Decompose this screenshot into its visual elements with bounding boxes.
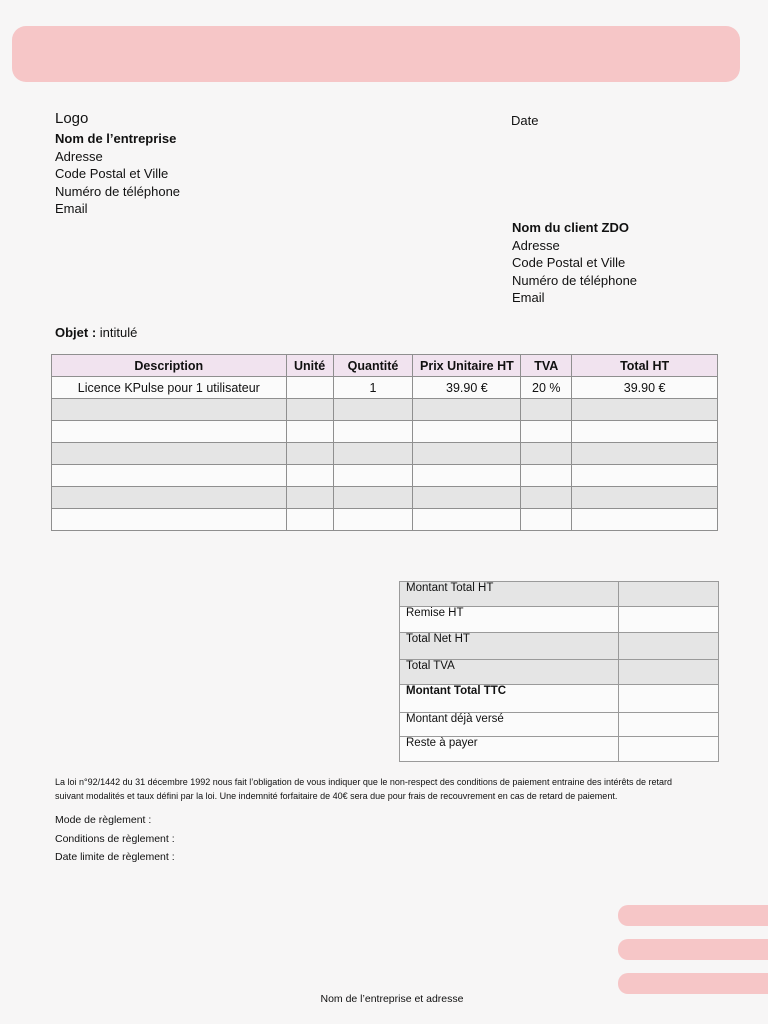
totals-value[interactable] <box>619 737 719 762</box>
payment-conditions: Conditions de règlement : <box>55 832 175 845</box>
cell-description[interactable] <box>52 421 287 443</box>
totals-value[interactable] <box>619 633 719 660</box>
totals-row-paid <box>400 713 719 737</box>
date-label: Date <box>511 113 539 128</box>
cell-total[interactable] <box>572 421 718 443</box>
cell-unit[interactable] <box>286 465 333 487</box>
cell-description[interactable] <box>52 509 287 531</box>
totals-value[interactable] <box>619 582 719 607</box>
company-email: Email <box>55 201 88 217</box>
company-name: Nom de l’entreprise <box>55 131 177 146</box>
totals-label: Montant Total HT <box>400 582 619 607</box>
cell-vat[interactable] <box>521 443 572 465</box>
payment-mode: Mode de règlement : <box>55 814 152 826</box>
table-row <box>52 377 718 399</box>
items-header-row <box>52 355 718 377</box>
cell-quantity[interactable]: 1 <box>333 377 413 399</box>
totals-row-discount <box>400 607 719 633</box>
items-table <box>51 354 718 531</box>
company-phone: Numéro de téléphone <box>55 183 181 199</box>
totals-value[interactable] <box>619 713 719 737</box>
cell-unit-price[interactable] <box>413 443 521 465</box>
totals-value[interactable] <box>619 660 719 685</box>
header-quantity: Quantité <box>333 355 413 377</box>
cell-unit[interactable] <box>286 443 333 465</box>
header-unit-price: Prix Unitaire HT <box>413 355 521 377</box>
client-postal-city: Code Postal et Ville <box>512 255 626 271</box>
cell-unit[interactable] <box>286 377 333 399</box>
cell-vat[interactable] <box>521 421 572 443</box>
cell-unit-price[interactable] <box>413 421 521 443</box>
totals-value[interactable] <box>619 685 719 713</box>
cell-vat[interactable] <box>521 509 572 531</box>
company-block <box>55 130 180 218</box>
cell-description[interactable] <box>52 465 287 487</box>
client-email: Email <box>512 290 545 306</box>
client-name: Nom du client ZDO <box>512 220 629 235</box>
cell-quantity[interactable] <box>333 399 413 421</box>
cell-unit[interactable] <box>286 487 333 509</box>
totals-row-vat <box>400 660 719 685</box>
cell-quantity[interactable] <box>333 421 413 443</box>
objet-line <box>55 325 137 340</box>
cell-unit[interactable] <box>286 399 333 421</box>
payment-deadline: Date limite de règlement : <box>55 851 175 863</box>
cell-quantity[interactable] <box>333 509 413 531</box>
objet-label: Objet : <box>55 325 97 340</box>
totals-table <box>399 581 719 762</box>
totals-label: Reste à payer <box>400 737 619 762</box>
totals-value[interactable] <box>619 607 719 633</box>
table-row <box>52 509 718 531</box>
objet-value: intitulé <box>96 325 138 340</box>
cell-vat[interactable] <box>521 487 572 509</box>
table-row <box>52 399 718 421</box>
footer-text: Nom de l’entreprise et adresse <box>320 993 464 1005</box>
company-postal-city: Code Postal et Ville <box>55 166 169 182</box>
client-address: Adresse <box>512 237 560 253</box>
header-banner <box>12 26 740 82</box>
totals-label: Montant Total TTC <box>400 685 619 713</box>
cell-description[interactable] <box>52 487 287 509</box>
client-block <box>512 219 637 307</box>
cell-unit-price[interactable] <box>413 399 521 421</box>
totals-row-total-ht <box>400 582 719 607</box>
cell-total[interactable] <box>572 399 718 421</box>
totals-label: Montant déjà versé <box>400 713 619 737</box>
decor-stripe <box>618 905 768 926</box>
decor-stripe <box>618 939 768 960</box>
header-unit: Unité <box>286 355 333 377</box>
totals-row-net-ht <box>400 633 719 660</box>
cell-total[interactable] <box>572 443 718 465</box>
cell-quantity[interactable] <box>333 487 413 509</box>
cell-unit[interactable] <box>286 509 333 531</box>
cell-total[interactable] <box>572 465 718 487</box>
cell-description[interactable] <box>52 399 287 421</box>
company-address: Adresse <box>55 148 103 164</box>
cell-unit-price[interactable] <box>413 487 521 509</box>
cell-unit-price[interactable] <box>413 509 521 531</box>
cell-vat[interactable]: 20 % <box>521 377 572 399</box>
table-row <box>52 443 718 465</box>
cell-quantity[interactable] <box>333 465 413 487</box>
decor-stripe <box>618 973 768 994</box>
cell-unit-price[interactable] <box>413 465 521 487</box>
payment-block <box>55 811 175 867</box>
cell-total[interactable]: 39.90 € <box>572 377 718 399</box>
totals-row-total-ttc <box>400 685 719 713</box>
totals-label: Total Net HT <box>400 633 619 660</box>
header-description: Description <box>52 355 287 377</box>
cell-quantity[interactable] <box>333 443 413 465</box>
cell-total[interactable] <box>572 487 718 509</box>
cell-unit-price[interactable]: 39.90 € <box>413 377 521 399</box>
legal-notice: La loi n°92/1442 du 31 décembre 1992 nous fait l’obligation de vous indiquer que le non-respect des conditions de paiement entraine des intérêts de retard suivant modalités et taux défini par la loi. Une indemnité forfaitaire de 40€ sera due pour frais de recouvrement en cas de retard de paiement. <box>55 777 673 801</box>
header-total: Total HT <box>572 355 718 377</box>
table-row <box>52 465 718 487</box>
table-row <box>52 487 718 509</box>
cell-unit[interactable] <box>286 421 333 443</box>
cell-vat[interactable] <box>521 465 572 487</box>
header-vat: TVA <box>521 355 572 377</box>
cell-vat[interactable] <box>521 399 572 421</box>
cell-description[interactable]: Licence KPulse pour 1 utilisateur <box>52 377 287 399</box>
cell-description[interactable] <box>52 443 287 465</box>
logo-text: Logo <box>55 110 89 127</box>
totals-label: Remise HT <box>400 607 619 633</box>
table-row <box>52 421 718 443</box>
client-phone: Numéro de téléphone <box>512 272 638 288</box>
totals-label: Total TVA <box>400 660 619 685</box>
totals-row-remaining <box>400 737 719 762</box>
cell-total[interactable] <box>572 509 718 531</box>
